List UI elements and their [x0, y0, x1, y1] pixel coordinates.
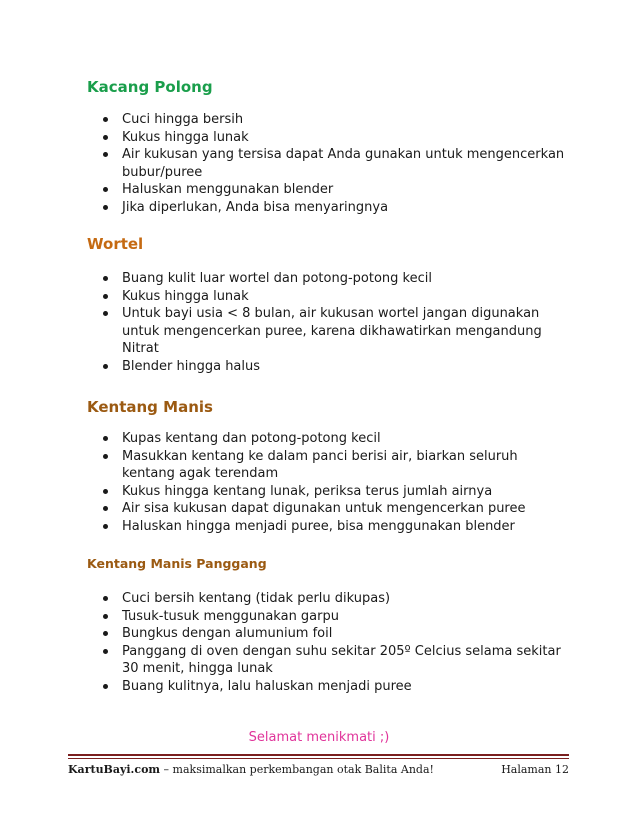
footer-tagline: – maksimalkan perkembangan otak Balita Anda!: [160, 763, 434, 776]
bullet-list-kentang-manis-panggang: [100, 590, 570, 695]
bullet-list-wortel: [100, 270, 570, 375]
bullet-icon: [103, 364, 108, 369]
list-item: Buang kulitnya, lalu haluskan menjadi puree: [100, 678, 570, 696]
page-footer: [68, 762, 569, 777]
bullet-icon: [103, 311, 108, 316]
bullet-icon: [103, 276, 108, 281]
list-item: Haluskan hingga menjadi puree, bisa menggunakan blender: [100, 518, 570, 536]
bullet-list-kentang-manis: [100, 430, 570, 535]
bullet-icon: [103, 436, 108, 441]
bullet-icon: [103, 614, 108, 619]
section-kacang-polong: [87, 77, 587, 97]
bullet-icon: [103, 649, 108, 654]
bullet-icon: [103, 117, 108, 122]
bullet-icon: [103, 489, 108, 494]
section-kentang-manis-panggang: [87, 555, 587, 572]
section-kentang-manis: [87, 397, 587, 417]
section-title: Kacang Polong: [87, 78, 213, 96]
section-title: Wortel: [87, 235, 144, 253]
bullet-icon: [103, 187, 108, 192]
list-item: Haluskan menggunakan blender: [100, 181, 570, 199]
list-item: Jika diperlukan, Anda bisa menyaringnya: [100, 199, 570, 217]
list-item: Kupas kentang dan potong-potong kecil: [100, 430, 570, 448]
list-item: Cuci hingga bersih: [100, 111, 570, 129]
list-item: Air sisa kukusan dapat digunakan untuk mengencerkan puree: [100, 500, 570, 518]
list-item: Cuci bersih kentang (tidak perlu dikupas): [100, 590, 570, 608]
list-item: Masukkan kentang ke dalam panci berisi air, biarkan seluruh kentang agak terendam: [100, 448, 570, 483]
list-item: Bungkus dengan alumunium foil: [100, 625, 570, 643]
bullet-icon: [103, 294, 108, 299]
list-item: Tusuk-tusuk menggunakan garpu: [100, 608, 570, 626]
section-wortel: [87, 234, 587, 254]
bullet-list-kacang-polong: [100, 111, 570, 216]
list-item: Untuk bayi usia < 8 bulan, air kukusan wortel jangan digunakan untuk mengencerkan puree, karena dikhawatirkan mengandung Nitrat: [100, 305, 570, 358]
closing-message: Selamat menikmati ;): [248, 730, 390, 745]
footer-site-name: KartuBayi.com: [68, 763, 161, 776]
page-number: Halaman 12: [501, 763, 569, 776]
list-item: Kukus hingga lunak: [100, 288, 570, 306]
bullet-icon: [103, 631, 108, 636]
section-title: Kentang Manis: [87, 398, 213, 416]
list-item: Air kukusan yang tersisa dapat Anda gunakan untuk mengencerkan bubur/puree: [100, 146, 570, 181]
bullet-icon: [103, 152, 108, 157]
footer-rule-thin: [68, 758, 569, 759]
bullet-icon: [103, 684, 108, 689]
bullet-icon: [103, 454, 108, 459]
bullet-icon: [103, 596, 108, 601]
footer-rule-thick: [68, 754, 569, 756]
bullet-icon: [103, 205, 108, 210]
bullet-icon: [103, 506, 108, 511]
list-item: Buang kulit luar wortel dan potong-potong kecil: [100, 270, 570, 288]
bullet-icon: [103, 135, 108, 140]
list-item: Kukus hingga kentang lunak, periksa terus jumlah airnya: [100, 483, 570, 501]
section-subtitle: Kentang Manis Panggang: [87, 556, 267, 571]
list-item: Panggang di oven dengan suhu sekitar 205º Celcius selama sekitar 30 menit, hingga lunak: [100, 643, 570, 678]
list-item: Kukus hingga lunak: [100, 129, 570, 147]
bullet-icon: [103, 524, 108, 529]
list-item: Blender hingga halus: [100, 358, 570, 376]
